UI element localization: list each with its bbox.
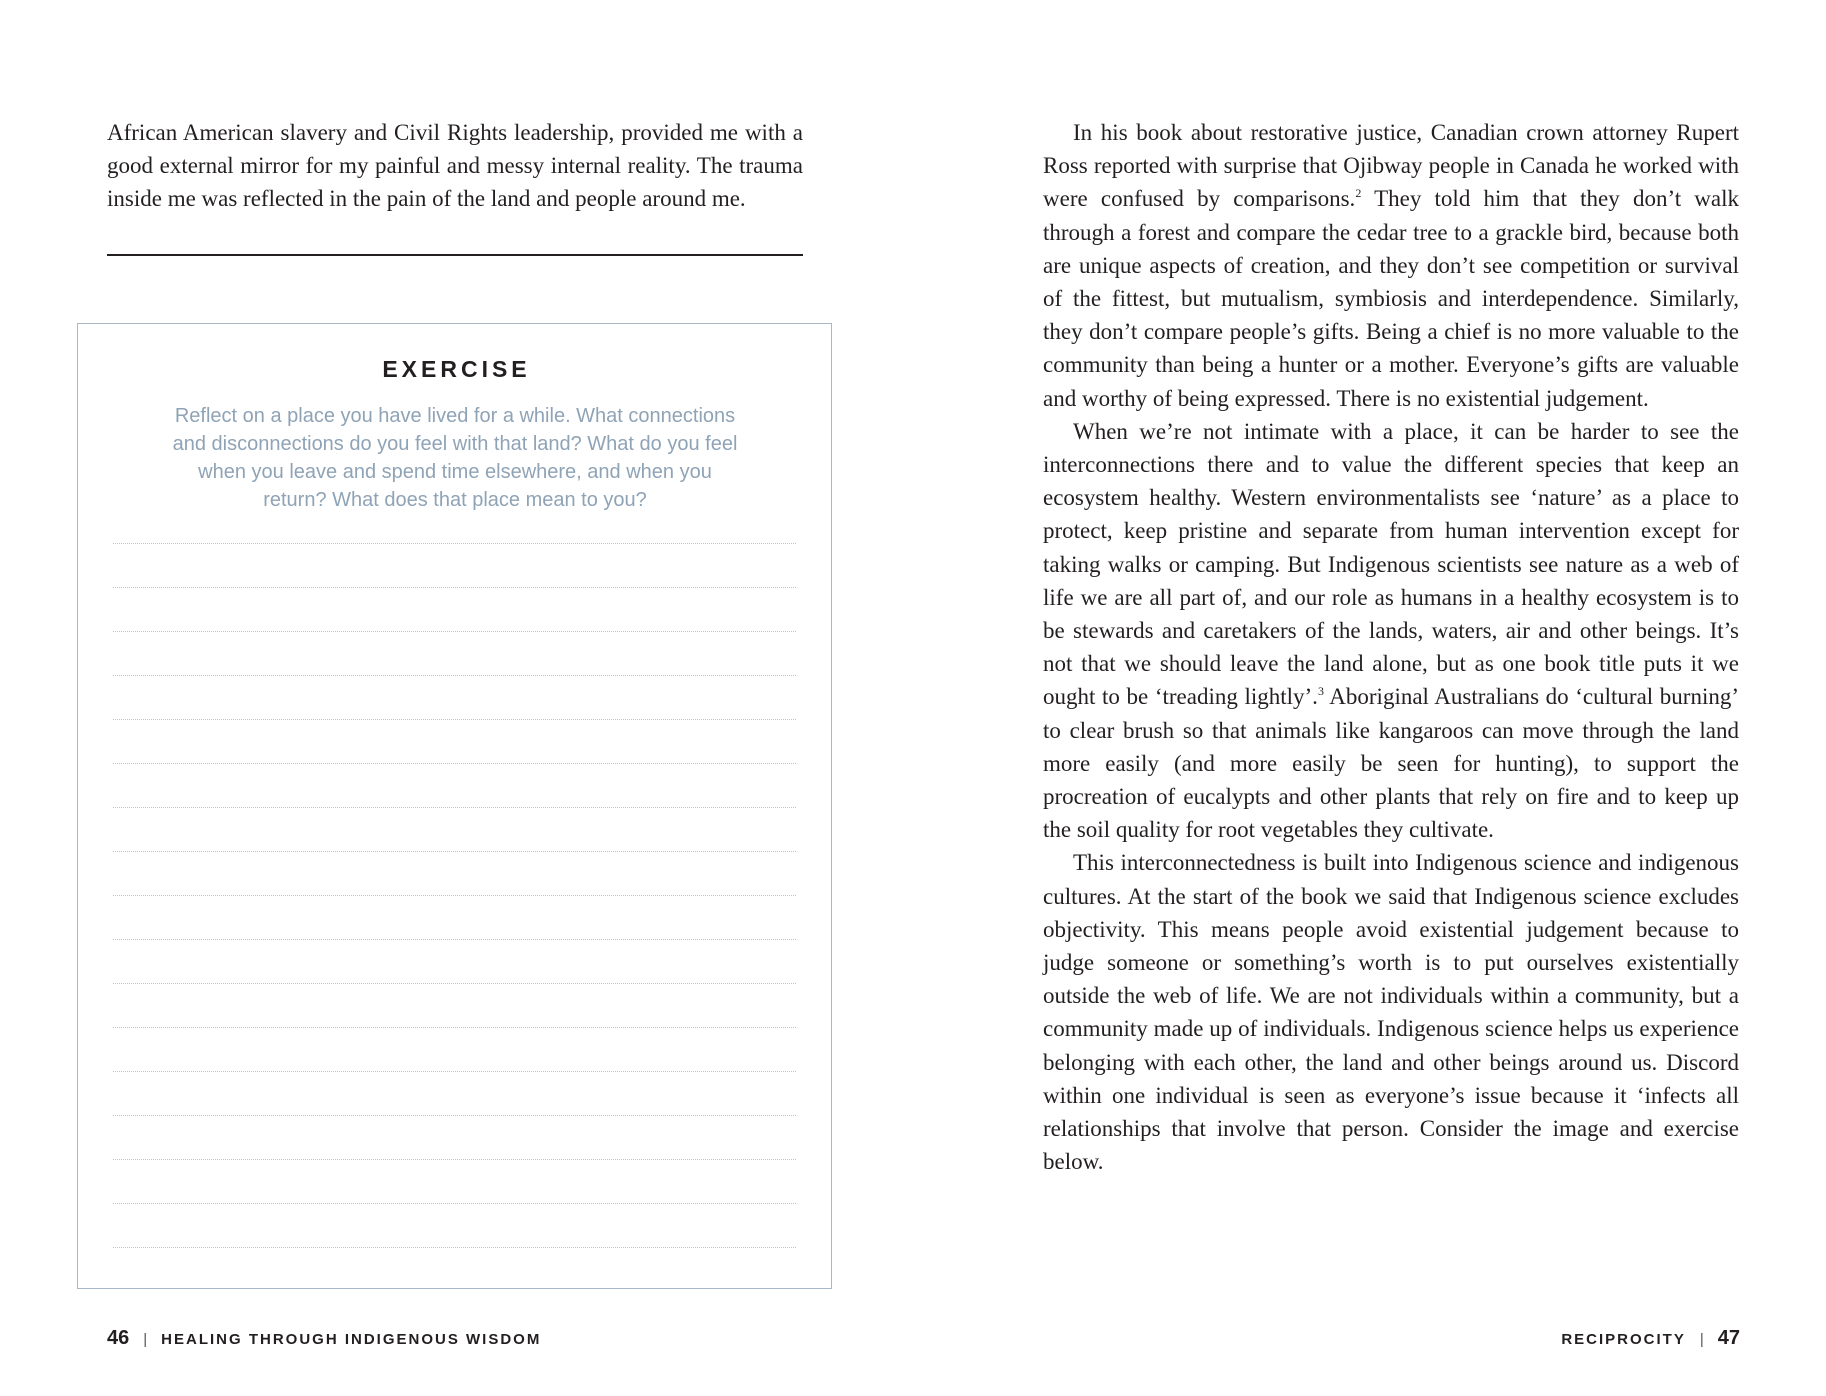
exercise-writing-lines <box>113 543 796 1291</box>
running-head: HEALING THROUGH INDIGENOUS WISDOM <box>161 1331 542 1348</box>
writing-line <box>113 763 796 764</box>
paragraph-2-text-cont: Aboriginal Australians do ‘cultural burning’ to clear brush so that animals like kangaroos can move through the land more easily (and more easily be seen for hunting), to support the procreation of eucalypts and other plants that rely on fire and to keep up the soil quality for root vegetables they cultivate. <box>1043 684 1739 843</box>
paragraph-1-text: In his book about restorative justice, Canadian crown attorney Rupert Ross reported with surprise that Ojibway people in Canada he worked with were confused by comparisons. <box>1043 120 1739 212</box>
paragraph-1 <box>1043 116 1739 415</box>
writing-line <box>113 1159 796 1160</box>
running-head: RECIPROCITY <box>1561 1331 1686 1348</box>
writing-line <box>113 675 796 676</box>
writing-line <box>113 1247 796 1248</box>
footnote-ref-2: 2 <box>1355 186 1362 201</box>
writing-line <box>113 1203 796 1204</box>
writing-line <box>113 1071 796 1072</box>
exercise-title: EXERCISE <box>382 356 531 382</box>
right-page <box>913 0 1826 1396</box>
page-number: 46 <box>107 1327 130 1349</box>
writing-line <box>113 543 796 544</box>
writing-line <box>113 1115 796 1116</box>
left-body-text <box>107 116 803 216</box>
paragraph-2-text: When we’re not intimate with a place, it can be harder to see the interconnections there and to value the different species that keep an ecosystem healthy. Western environmentalists see ‘nature’ as a place to protect, keep pristine and separate from human intervention except for taking walks or camping. But Indigenous scientists see nature as a web of life we are all part of, and our role as humans in a healthy ecosystem is to be stewards and caretakers of the lands, waters, air and other beings. It’s not that we should leave the land alone, but as one book title puts it we ought to be ‘treading lightly’. <box>1043 418 1739 710</box>
right-footer <box>1561 1327 1740 1357</box>
writing-line <box>113 895 796 896</box>
footer-separator: | <box>1699 1331 1704 1348</box>
exercise-prompt: Reflect on a place you have lived for a while. What connections and disconnections do you feel with that land? What do you feel when you leave and spend time elsewhere, and when you return? What does that place mean to you? <box>172 405 738 511</box>
writing-line <box>113 807 796 808</box>
writing-line <box>113 939 796 940</box>
left-paragraph: African American slavery and Civil Rights leadership, provided me with a good external mirror for my painful and messy internal reality. The trauma inside me was reflected in the pain of the land and people around me. <box>107 120 803 212</box>
paragraph-1-text-cont: They told him that they don’t walk through a forest and compare the cedar tree to a grackle bird, because both are unique aspects of creation, and they don’t see competition or survival of the fittest, but mutualism, symbiosis and interdependence. Similarly, they don’t compare people’s gifts. Being a chief is no more valuable to the community than being a hunter or a mother. Everyone’s gifts are valuable and worthy of being expressed. There is no existential judgement. <box>1043 186 1739 411</box>
writing-line <box>113 983 796 984</box>
paragraph-3: This interconnectedness is built into Indigenous science and indigenous cultures. At the start of the book we said that Indigenous science excludes objectivity. This means people avoid existential judgement because to judge someone or something’s worth is to put ourselves existentially outside the web of life. We are not individuals within a community, but a community made up of individuals. Indigenous science helps us experience belonging with each other, the land and other beings around us. Discord within one individual is seen as everyone’s issue because it ‘infects all relationships that involve that person. Consider the image and exercise below. <box>1043 850 1739 1175</box>
writing-line <box>113 719 796 720</box>
writing-line <box>113 631 796 632</box>
footnote-ref-3: 3 <box>1317 684 1324 699</box>
footer-separator: | <box>143 1331 148 1348</box>
page-number: 47 <box>1717 1327 1740 1349</box>
writing-line <box>113 587 796 588</box>
right-body-text <box>1043 116 1739 1179</box>
writing-line <box>113 1027 796 1028</box>
section-divider <box>107 254 803 256</box>
paragraph-2 <box>1043 415 1739 847</box>
left-footer <box>107 1327 541 1357</box>
writing-line <box>113 851 796 852</box>
